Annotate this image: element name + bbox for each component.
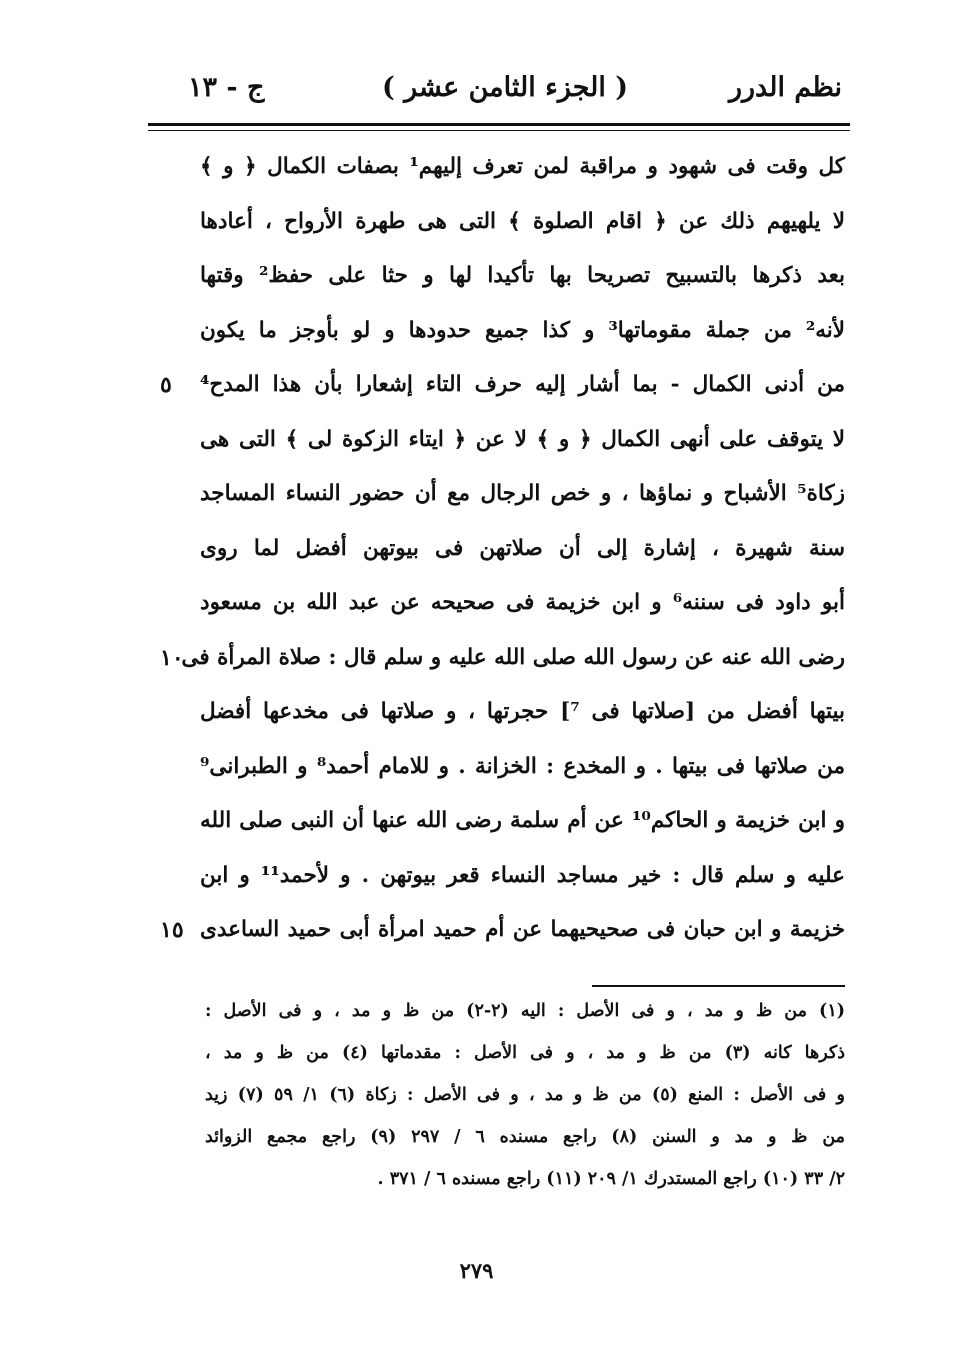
header-rule-thick (148, 123, 850, 126)
text-line (200, 249, 845, 304)
line-text: سنة شهيرة ، إشارة إلى أن صلاتهن فى بيوتهن أفضل لما روى (200, 535, 845, 561)
footnote-line: (١) من ظ و مد ، و فى الأصل : اليه (٢-٢) من ظ و مد ، و فى الأصل : (205, 1001, 846, 1021)
footnote-line: ٢/ ٣٣ (١٠) راجع المستدرك ١/ ٢٠٩ (١١) راجع مسنده ٦ / ٣٧١ . (377, 1169, 845, 1189)
line-number: ١٠ (160, 644, 184, 671)
line-text: أبو داود فى سننه⁶ و ابن خزيمة فى صحيحه عن عبد الله بن مسعود (200, 590, 845, 615)
text-line (200, 740, 845, 795)
line-text: رضى الله عنه عن رسول الله صلى الله عليه و سلم قال : صلاة المرأة فى (181, 644, 845, 670)
part-title: ( الجزء الثامن عشر ) (381, 72, 629, 103)
footnotes (205, 990, 845, 1200)
text-line (200, 413, 845, 468)
line-text: عليه و سلم قال : خير مساجد النساء قعر بيوتهن . و لأحمد¹¹ و ابن (200, 862, 845, 888)
line-text: من أدنى الكمال - بما أشار إليه حرف التاء إشعارا بأن هذا المدح⁴ (200, 372, 845, 397)
line-text: من صلاتها فى بيتها . و المخدع : الخزانة . و للامام أحمد⁸ و الطبرانى⁹ (200, 753, 845, 779)
line-number: ٥ (160, 372, 172, 398)
page-number: ٢٧٩ (459, 1258, 494, 1283)
footnote-line: من ظ و مد و السنن (٨) راجع مسنده ٦ / ٢٩٧ (٩) راجع مجمع الزوائد (205, 1127, 846, 1147)
footnote-separator (592, 985, 845, 987)
line-text: لا يتوقف على أنهى الكمال ﴿ و ﴾ لا عن ﴿ ايتاء الزكوة لى ﴾ التى هى (200, 426, 845, 452)
volume-reference: ج - ١٣ (188, 72, 265, 103)
text-line (200, 685, 845, 740)
text-line (200, 140, 845, 195)
text-line (160, 903, 845, 958)
text-line (200, 849, 845, 904)
running-header (160, 72, 850, 122)
line-text: لأنه² من جملة مقوماتها³ و كذا جميع حدودها و لو بأوجز ما يكون (200, 317, 846, 343)
text-line (200, 576, 845, 631)
text-line (200, 467, 845, 522)
text-line (200, 195, 845, 250)
header-rule-thin (148, 130, 850, 131)
text-line (200, 304, 845, 359)
text-line (160, 358, 845, 413)
line-text: زكاة⁵ الأشباح و نماؤها ، و خص الرجال مع أن حضور النساء المساجد (200, 481, 845, 506)
body-text (160, 140, 846, 958)
line-text: بعد ذكرها بالتسبيح تصريحا بها تأكيدا لها و حثا على حفظ² وقتها (200, 263, 845, 288)
line-text: لا يلهيهم ذلك عن ﴿ اقام الصلوة ﴾ التى هى طهرة الأرواح ، أعادها (200, 208, 845, 234)
footnote-line: ذكرها كانه (٣) من ظ و مد ، و فى الأصل : مقدماتها (٤) من ظ و مد ، (205, 1043, 846, 1063)
line-text: و ابن خزيمة و الحاكم¹⁰ عن أم سلمة رضى الله عنها أن النبى صلى الله (200, 808, 845, 833)
line-text: بيتها أفضل من [صلاتها فى ⁷] حجرتها ، و صلاتها فى مخدعها أفضل (200, 699, 845, 724)
footnote-line: و فى الأصل : المنع (٥) من ظ و مد ، و فى الأصل : زكاة (٦) ١/ ٥٩ (٧) زيد (205, 1085, 845, 1105)
text-line (200, 522, 845, 577)
line-text: كل وقت فى شهود و مراقبة لمن تعرف إليهم¹ بصفات الكمال ﴿ و ﴾ (200, 154, 845, 179)
book-title: نظم الدرر (728, 72, 842, 103)
text-line (160, 631, 845, 686)
line-text: خزيمة و ابن حبان فى صحيحيهما عن أم حميد امرأة أبى حميد الساعدى (200, 917, 845, 942)
line-number: ١٥ (160, 917, 184, 943)
text-line (200, 794, 845, 849)
